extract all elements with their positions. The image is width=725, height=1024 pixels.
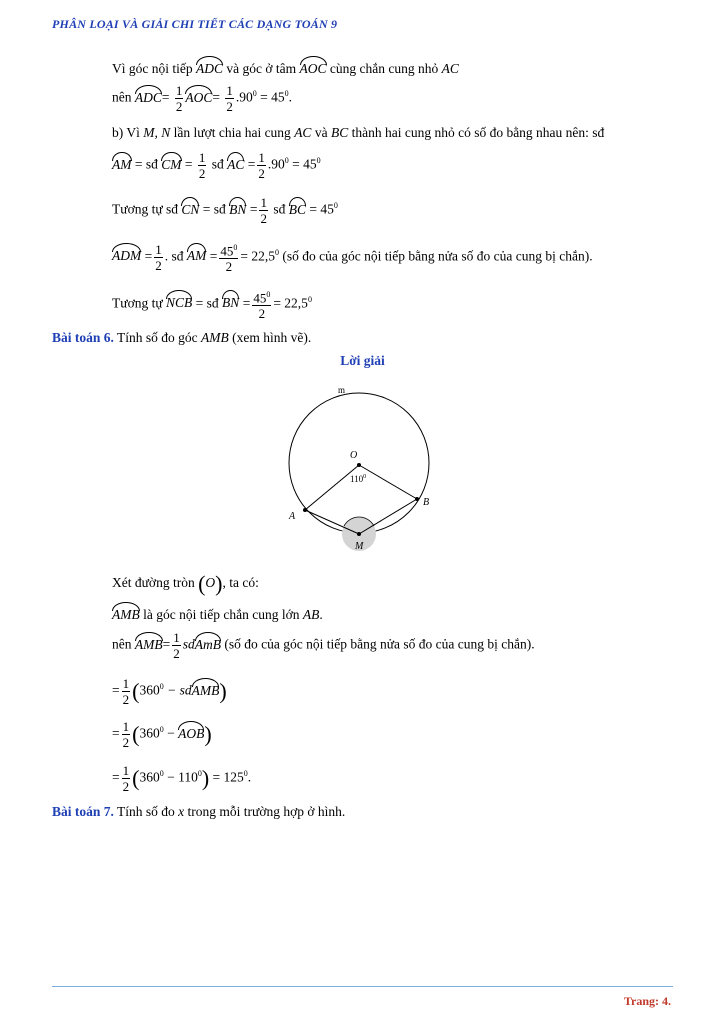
segment-ob bbox=[359, 465, 417, 499]
solution-title: Lời giải bbox=[340, 353, 385, 368]
text-line-3: b) Vì M, N lần lượt chia hai cung AC và BC thành hai cung nhỏ có số đo bằng nhau nên: sđ bbox=[112, 125, 605, 140]
segment-oa bbox=[305, 465, 359, 510]
circle-figure bbox=[270, 380, 450, 555]
problem-6: Bài toán 6. Tính số đo góc AMB (xem hình vẽ). bbox=[52, 330, 312, 345]
point-m bbox=[357, 532, 361, 536]
arc-aoc: AOC bbox=[300, 57, 327, 77]
label-angle: $110^0$ bbox=[350, 474, 367, 484]
text-line-6: ADM = $\frac{1}{2}$ . sđ AM = $\frac{45^0}{2}$ = $22,5^0$ (số đo của góc nội tiếp bằng nửa số đo của cung bị chắn). bbox=[112, 241, 593, 275]
problem-7: Bài toán 7. Tính số đo x trong mỗi trường hợp ở hình. bbox=[52, 804, 346, 819]
text-line-1: Vì góc nội tiếp ADC và góc ở tâm AOC cùng chắn cung nhỏ AC bbox=[112, 57, 459, 77]
arc-adc: ADC bbox=[196, 57, 223, 77]
page-number: Trang: 4. bbox=[623, 994, 671, 1008]
solution-line-6: = $\frac{1}{2}$ $(360^0 - 110^0) = 125^0$. bbox=[112, 763, 252, 794]
label-m-arc: m bbox=[338, 385, 346, 395]
point-a bbox=[303, 508, 307, 512]
point-b bbox=[415, 497, 419, 501]
label-o: O bbox=[350, 450, 358, 461]
solution-line-5: = $\frac{1}{2}$ $(360^0 - AOB)$ bbox=[112, 719, 212, 750]
text-line-5: Tương tự sđ CN = sđ BN = $\frac{1}{2}$ sđ BC = $45^0$ bbox=[112, 195, 338, 226]
point-o bbox=[357, 463, 361, 467]
solution-line-2: AMB là góc nội tiếp chắn cung lớn AB. bbox=[112, 603, 323, 623]
text-line-4: AM = sđ CM = $\frac{1}{2}$ sđ AC = $\frac{1}{2}$ $.90^0 = 45^0$ bbox=[112, 150, 321, 181]
solution-line-1: Xét đường tròn (O), ta có: bbox=[112, 571, 259, 596]
text-line-2: nên ADC= $\frac{1}{2}$ AOC= $\frac{1}{2}$ $.90^0 = 45^0$. bbox=[112, 83, 292, 114]
page-header: PHÂN LOẠI VÀ GIẢI CHI TIẾT CÁC DẠNG TOÁN 9 bbox=[52, 17, 338, 31]
solution-line-3: nên AMB= $\frac{1}{2}$ sdAmB (số đo của góc nội tiếp bằng nửa số đo của cung bị chắn). bbox=[112, 630, 535, 661]
solution-line-4: = $\frac{1}{2}$ ($360^0$ − sdAMB) bbox=[112, 676, 227, 707]
segment-bm bbox=[359, 499, 417, 534]
label-m: M bbox=[355, 541, 364, 552]
label-a: A bbox=[289, 511, 296, 522]
text-line-7: Tương tự NCB = sđ BN = $\frac{45^0}{2}$ = $22,5^0$ bbox=[112, 287, 312, 321]
label-b: B bbox=[423, 497, 430, 508]
footer-divider bbox=[52, 986, 673, 987]
